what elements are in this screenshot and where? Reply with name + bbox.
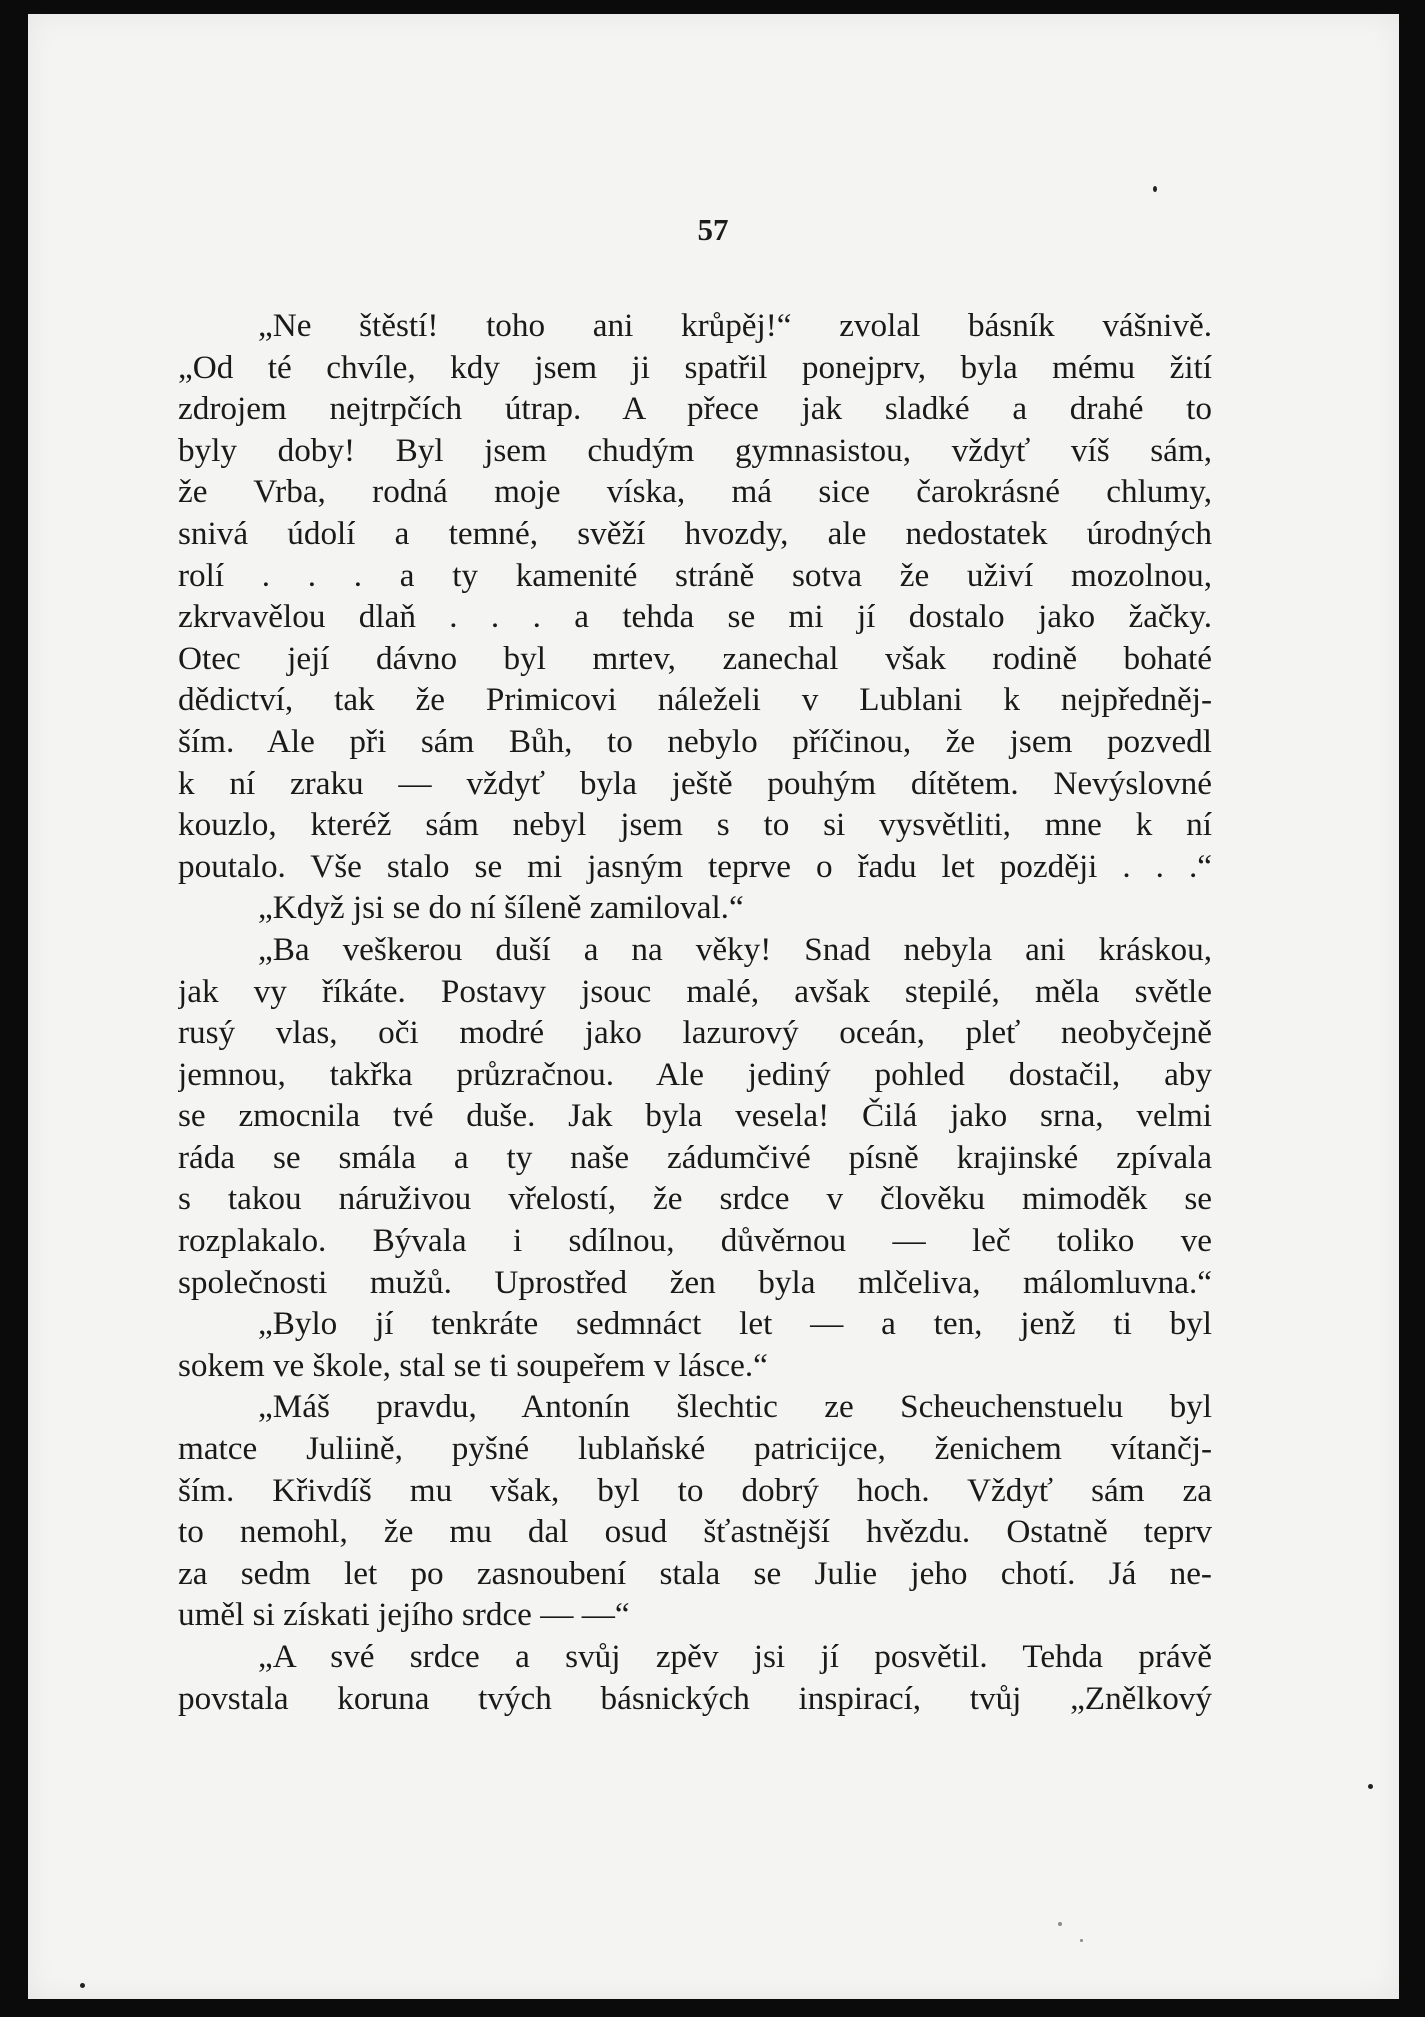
text-line: zkrvavělou dlaň . . . a tehda se mi jí dostalo jako žačky. [178, 598, 1212, 636]
text-line: „A své srdce a svůj zpěv jsi jí posvětil. Tehda právě [258, 1638, 1212, 1675]
text-line: ším. Ale při sám Bůh, to nebylo příčinou, že jsem pozvedl [178, 722, 1212, 760]
scan-speck [1080, 1939, 1083, 1942]
text-line: to nemohl, že mu dal osud šťastnější hvězdu. Ostatně teprv [178, 1513, 1212, 1551]
text-line: poutalo. Vše stalo se mi jasným teprve o řadu let později . . .“ [178, 847, 1212, 885]
text-line: kouzlo, kteréž sám nebyl jsem s to si vysvětliti, mne k ní [178, 806, 1212, 844]
text-line: zdrojem nejtrpčích útrap. A přece jak sladké a drahé to [178, 390, 1212, 428]
text-line: „Ne štěstí! toho ani krůpěj!“ zvolal básník vášnivě. [258, 307, 1212, 344]
text-line: jemnou, takřka průzračnou. Ale jediný pohled dostačil, aby [178, 1055, 1212, 1093]
text-line: rolí . . . a ty kamenité stráně sotva že uživí mozolnou, [178, 556, 1212, 594]
scan-speck [1368, 1784, 1373, 1789]
text-line: že Vrba, rodná moje víska, má sice čarokrásné chlumy, [178, 473, 1212, 511]
text-line: byly doby! Byl jsem chudým gymnasistou, vždyť víš sám, [178, 431, 1212, 469]
text-line: s takou náruživou vřelostí, že srdce v člověku mimoděk se [178, 1180, 1212, 1218]
text-line: povstala koruna tvých básnických inspirací, tvůj „Znělkový [178, 1679, 1212, 1717]
page-number: 57 [697, 212, 729, 247]
text-line: ráda se smála a ty naše zádumčivé písně krajinské zpívala [178, 1138, 1212, 1176]
text-line: společnosti mužů. Uprostřed žen byla mlčeliva, málomluvna.“ [178, 1263, 1212, 1301]
scan-speck [80, 1983, 85, 1988]
text-line: Otec její dávno byl mrtev, zanechal však rodině bohaté [178, 639, 1212, 677]
text-line: ším. Křivdíš mu však, byl to dobrý hoch. Vždyť sám za [178, 1471, 1212, 1509]
text-line: sokem ve škole, stal se ti soupeřem v lásce.“ [178, 1346, 768, 1384]
text-line: jak vy říkáte. Postavy jsouc malé, avšak stepilé, měla světle [178, 972, 1212, 1010]
text-line: rusý vlas, oči modré jako lazurový oceán, pleť neobyčejně [178, 1014, 1212, 1052]
text-line: „Od té chvíle, kdy jsem ji spatřil ponejprv, byla mému žití [178, 348, 1212, 386]
scan-speck [1058, 1922, 1062, 1926]
text-line: dědictví, tak že Primicovi náleželi v Lublani k nejpředněj- [178, 681, 1212, 719]
text-line: „Bylo jí tenkráte sedmnáct let — a ten, jenž ti byl [258, 1305, 1212, 1343]
text-line: „Máš pravdu, Antonín šlechtic ze Scheuchenstuelu byl [258, 1388, 1212, 1426]
text-line: uměl si získati jejího srdce — —“ [178, 1596, 630, 1634]
text-line: snivá údolí a temné, svěží hvozdy, ale nedostatek úrodných [178, 514, 1212, 552]
text-line: matce Juliině, pyšné lublaňské patricijce, ženichem vítančj- [178, 1430, 1212, 1468]
book-page [28, 14, 1399, 1999]
scan-speck [1153, 186, 1157, 192]
text-line: se zmocnila tvé duše. Jak byla vesela! Čilá jako srna, velmi [178, 1097, 1212, 1135]
text-line: „Když jsi se do ní šíleně zamiloval.“ [258, 889, 744, 927]
text-line: za sedm let po zasnoubení stala se Julie jeho chotí. Já ne- [178, 1554, 1212, 1592]
body-text [178, 305, 1212, 1719]
text-line: rozplakalo. Bývala i sdílnou, důvěrnou — leč toliko ve [178, 1222, 1212, 1260]
text-line: „Ba veškerou duší a na věky! Snad nebyla ani kráskou, [258, 930, 1212, 968]
text-line: k ní zraku — vždyť byla ještě pouhým dítětem. Nevýslovné [178, 764, 1212, 802]
